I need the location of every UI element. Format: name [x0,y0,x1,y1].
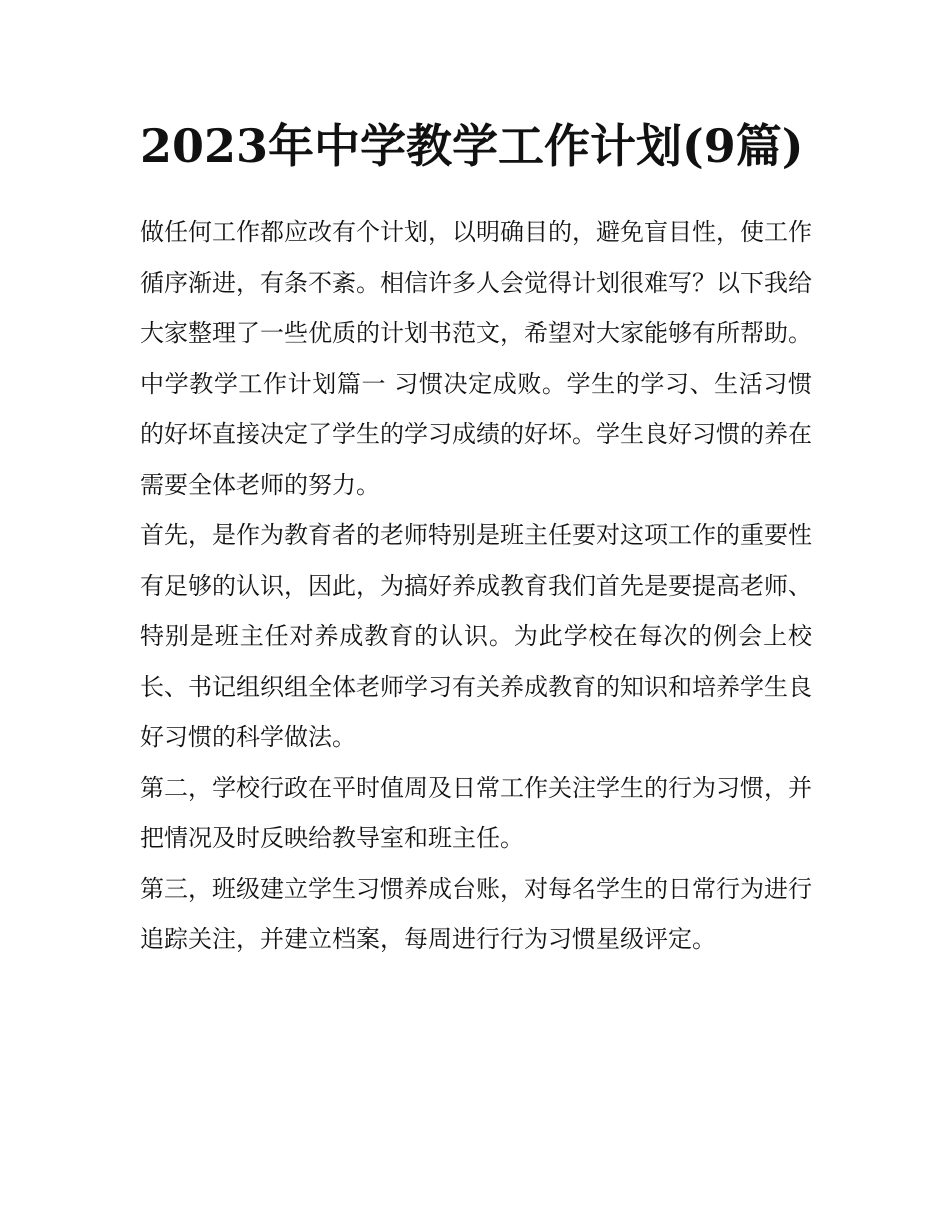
document-title: 2023年中学教学工作计划(9篇) [140,119,804,173]
second-point-paragraph: 第二，学校行政在平时值周及日常工作关注学生的行为习惯，并把情况及时反映给教导室和班主任。 [140,773,812,852]
intro-paragraph: 做任何工作都应改有个计划，以明确目的，避免盲目性，使工作循序渐进，有条不紊。相信许多人会觉得计划很难写？以下我给大家整理了一些优质的计划书范文，希望对大家能够有所帮助。 [140,218,812,347]
section-one-paragraph: 中学教学工作计划篇一 习惯决定成败。学生的学习、生活习惯的好坏直接决定了学生的学习成绩的好坏。学生良好习惯的养在需要全体老师的努力。 [140,369,812,499]
document-page [140,115,812,965]
first-point-paragraph: 首先，是作为教育者的老师特别是班主任要对这项工作的重要性有足够的认识，因此，为搞好养成教育我们首先是要提高老师、特别是班主任对养成教育的认识。为此学校在每次的例会上校长、书记组织组全体老师学习有关养成教育的知识和培养学生良好习惯的科学做法。 [140,521,812,751]
third-point-paragraph: 第三，班级建立学生习惯养成台账，对每名学生的日常行为进行追踪关注，并建立档案，每周进行行为习惯星级评定。 [140,874,812,953]
